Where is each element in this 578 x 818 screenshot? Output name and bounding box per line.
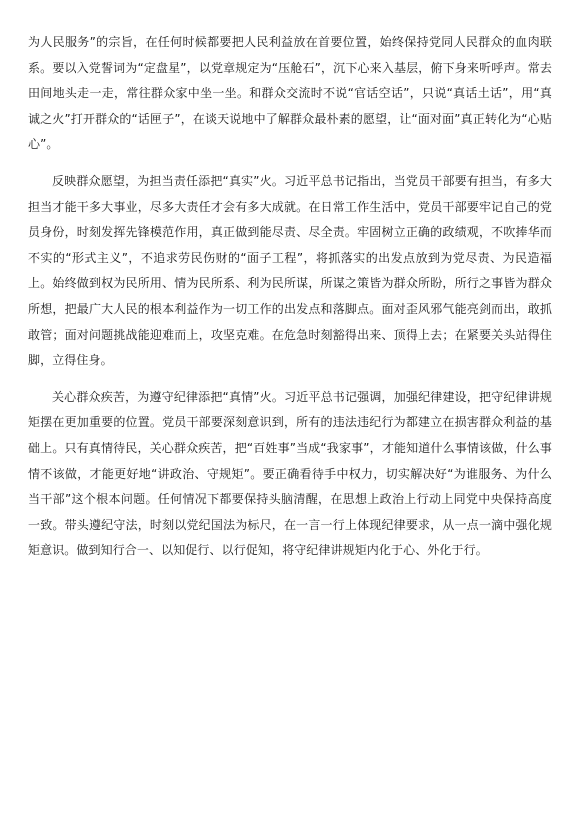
document-page (28, 30, 552, 564)
paragraph-responsibility: 反映群众愿望，为担当责任添把“真实”火。习近平总书记指出，当党员干部要有担当，有多大担当才能干多大事业，尽多大责任才会有多大成就。在日常工作生活中，党员干部要牢记自己的党员身份，时刻发挥先锋模范作用，真正做到能尽责、尽全责。牢固树立正确的政绩观，不吹捧华而不实的“形式主义”，不追求劳民伤财的“面子工程”，将抓落实的出发点放到为党尽责、为民造福上。始终做到权为民所用、情为民所系、利为民所谋，所谋之策皆为群众所盼，所行之事皆为群众所想，把最广大人民的根本利益作为一切工作的出发点和落脚点。面对歪风邪气能亮剑而出，敢抓敢管；面对问题挑战能迎难而上，攻坚克难。在危急时刻豁得出来、顶得上去；在紧要关头站得住脚，立得住身。 (28, 173, 552, 368)
paragraph-discipline: 关心群众疾苦，为遵守纪律添把“真情”火。习近平总书记强调，加强纪律建设，把守纪律讲规矩摆在更加重要的位置。党员干部要深刻意识到，所有的违法违纪行为都建立在损害群众利益的基础上。只有真情待民，关心群众疾苦，把“百姓事”当成“我家事”，才能知道什么事情该做，什么事情不该做，才能更好地“讲政治、守规矩”。要正确看待手中权力，切实解决好“为谁服务、为什么当干部”这个根本问题。任何情况下都要保持头脑清醒，在思想上政治上行动上同党中央保持高度一致。带头遵纪守法，时刻以党纪国法为标尺，在一言一行上体现纪律要求，从一点一滴中强化规矩意识。做到知行合一、以知促行、以行促知，将守纪律讲规矩内化于心、外化于行。 (28, 389, 552, 558)
paragraph-continuation: 为人民服务”的宗旨，在任何时候都要把人民利益放在首要位置，始终保持党同人民群众的血肉联系。要以入党誓词为“定盘星”，以党章规定为“压舱石”，沉下心来入基层，俯下身来听呼声。常去田间地头走一走，常往群众家中坐一坐。和群众交流时不说“官话空话”，只说“真话土话”，用“真诚之火”打开群众的“话匣子”，在谈天说地中了解群众最朴素的愿望，让“面对面”真正转化为“心贴心”。 (28, 35, 552, 152)
